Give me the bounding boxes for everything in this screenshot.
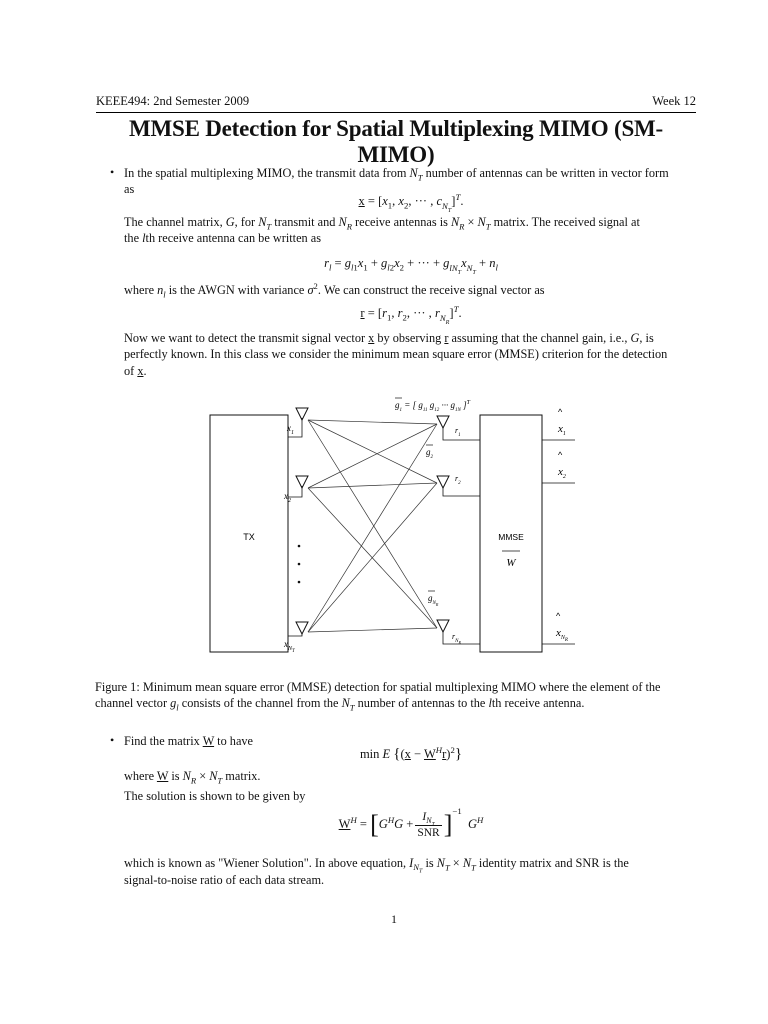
g1-vector-label: $g_1$ = [ $g_{11}$ $g_{12}$ ··· $g_{1N}$ ]$^T$ (395, 400, 470, 413)
w-dim-text-c: matrix. (222, 769, 261, 783)
detection-paragraph: Now we want to detect the transmit signal vector x by observing r assuming that the channel gain, i.e., G, is perfectly known. In this class we consider the minimum mean square error (MMSE) criterion for the detection of x. (124, 331, 668, 378)
awgn-text-a: where (124, 283, 158, 297)
wiener-text-d: signal-to-noise ratio of each data stream. (124, 873, 325, 888)
detect-text-c: assuming that the channel gain, i.e., (448, 331, 631, 345)
g2-label: $g_2$ (426, 447, 433, 460)
find-w-text: Find the matrix (124, 734, 203, 748)
channel-paragraph: The channel matrix, G, for $N_T$ transmit and $N_R$ receive antennas is $N_R \times N_T$ matrix. The received signal at the lth receive antenna can be written as (124, 215, 640, 246)
awgn-paragraph: where $n_l$ is the AWGN with variance $\sigma^2$. We can construct the receive signal vector as (124, 280, 545, 300)
dot-3 (298, 581, 301, 584)
header-rule (96, 112, 696, 113)
mmse-diagram (190, 388, 590, 660)
find-w-paragraph: Find the matrix W to have (124, 734, 254, 748)
intro-text-c: as (124, 182, 135, 197)
bullet-icon: • (110, 733, 115, 747)
detect-text-g: . (143, 363, 147, 378)
dot-1 (298, 545, 301, 548)
gn-label: $g_{NR}$ (428, 593, 439, 607)
course-header: KEEE494: 2nd Semester 2009 (96, 94, 250, 108)
w-dim-text-b: is (168, 769, 183, 783)
wiener-text-c: identity matrix and SNR is the (475, 856, 629, 870)
xhat-n-label: $x_NR$ (556, 627, 568, 643)
mmse-label: MMSE (498, 532, 524, 542)
equation-min-mse: min E $\{(x - W^Hr)^2\}$ (359, 744, 463, 762)
caption-text-e: th receive antenna. (491, 696, 585, 711)
w-dimension-paragraph: where W is $N_R \times N_T$ matrix. (124, 769, 261, 786)
tx-x1-label: $x_1$ (287, 423, 294, 436)
channel-text-b: , for (234, 215, 259, 229)
wiener-text-a: which is known as "Wiener Solution". In above equation, (124, 856, 410, 870)
caption-text-a: Figure 1: Minimum mean square error (MMSE) detection for spatial multiplexing MIMO where the element of the (95, 680, 661, 694)
detect-text-b: by observing (374, 331, 445, 345)
channel-text-g: th receive antenna can be written as (145, 231, 322, 246)
caption-text-b: channel vector (95, 696, 171, 711)
rx-antenna-1-feed (443, 428, 480, 440)
rx-antenna-1-icon (437, 416, 449, 428)
intro-text-b: number of antennas can be written in vector form (422, 166, 669, 180)
rx-antenna-n-icon (437, 620, 449, 632)
equation-wiener: $W^H = [G^HG$ + $\frac{I_{N_T}}{\text{SNR}}$ ]$^{-1}$ $G^H$ (338, 806, 484, 840)
page-number: 1 (391, 912, 397, 926)
page-title: MMSE Detection for Spatial Multiplexing MIMO (SM-MIMO) (128, 116, 664, 167)
dot-2 (298, 563, 301, 566)
channel-text-c: transmit and (271, 215, 339, 229)
detect-text-a: Now we want to detect the transmit signal vector (124, 331, 369, 345)
caption-text-c: consists of the channel from the (178, 696, 342, 711)
equation-x-vector: $x = [x_1$, $x_2$, ··· , $c_{N_T}]^T$. (358, 191, 464, 214)
rx-r1-label: $r_1$ (455, 426, 461, 438)
xhat-1-hat: ^ (558, 407, 563, 417)
tx-antenna-n-icon (296, 622, 308, 634)
intro-text-a: In the spatial multiplexing MIMO, the transmit data from (124, 166, 410, 180)
xhat-2-label: $x_2$ (558, 466, 566, 480)
detect-text-f: of (124, 363, 138, 378)
xhat-1-label: $x_1$ (558, 423, 566, 437)
figure-caption: Figure 1: Minimum mean square error (MMSE) detection for spatial multiplexing MIMO where the element of the channel vector $g_l$ consists of the channel from the $N_T$ number of antennas to the lth receive antenna. (95, 680, 661, 713)
equation-received-signal: $r_l = g_{l1}x_1 + g_{l2}x_2$ + ··· + $g_{lN_T}x_{N_T} + n_l$ (324, 256, 498, 276)
awgn-text-b: is the AWGN with variance (165, 283, 308, 297)
find-w-text-end: to have (214, 734, 254, 748)
w-label: W (506, 557, 516, 569)
rx-antenna-2-icon (437, 476, 449, 488)
tx-antenna-2-feed (288, 486, 302, 497)
week-header: Week 12 (652, 94, 696, 108)
w-dim-text-a: where (124, 769, 157, 783)
tx-xn-label: $x_{NT}$ (284, 639, 295, 654)
channel-text-f: the (124, 231, 143, 246)
rx-rn-label: $r_{NR}$ (452, 632, 461, 645)
wiener-text-b: is (422, 856, 437, 870)
tx-antenna-n-feed (288, 634, 302, 636)
rx-antenna-2-feed (443, 488, 480, 496)
detect-text-d: , is (639, 331, 654, 345)
tx-x2-label: $x_2$ (284, 491, 291, 504)
wiener-paragraph: which is known as "Wiener Solution". In above equation, $I_{N_T}$ is $N_T \times N_T$ identity matrix and SNR is the signal-to-noise ratio of each data stream. (124, 856, 629, 888)
rx-r2-label: $r_2$ (455, 474, 461, 486)
bullet-icon: • (110, 165, 115, 179)
equation-r-vector: $r = [r_1$, $r_2$, ··· , $r_{N_R}]^T$. (360, 303, 462, 326)
channel-text-a: The channel matrix, (124, 215, 226, 229)
intro-paragraph: In the spatial multiplexing MIMO, the transmit data from $N_T$ number of antennas can be written in vector form as (124, 166, 669, 197)
channel-lines (308, 420, 437, 632)
solution-intro: The solution is shown to be given by (124, 789, 306, 803)
xhat-n-hat: ^ (556, 611, 561, 621)
detect-text-e: perfectly known. In this class we consider the minimum mean square error (MMSE) criterion for the detection (124, 347, 668, 362)
tx-label: TX (243, 532, 255, 542)
xhat-2-hat: ^ (558, 450, 563, 460)
awgn-text-c: . We can construct the receive signal vector as (317, 283, 545, 297)
rx-antenna-n-feed (443, 632, 480, 644)
channel-text-e: matrix. The received signal at (490, 215, 640, 229)
caption-text-d: number of antennas to the (354, 696, 489, 711)
channel-text-d: receive antennas is (351, 215, 451, 229)
